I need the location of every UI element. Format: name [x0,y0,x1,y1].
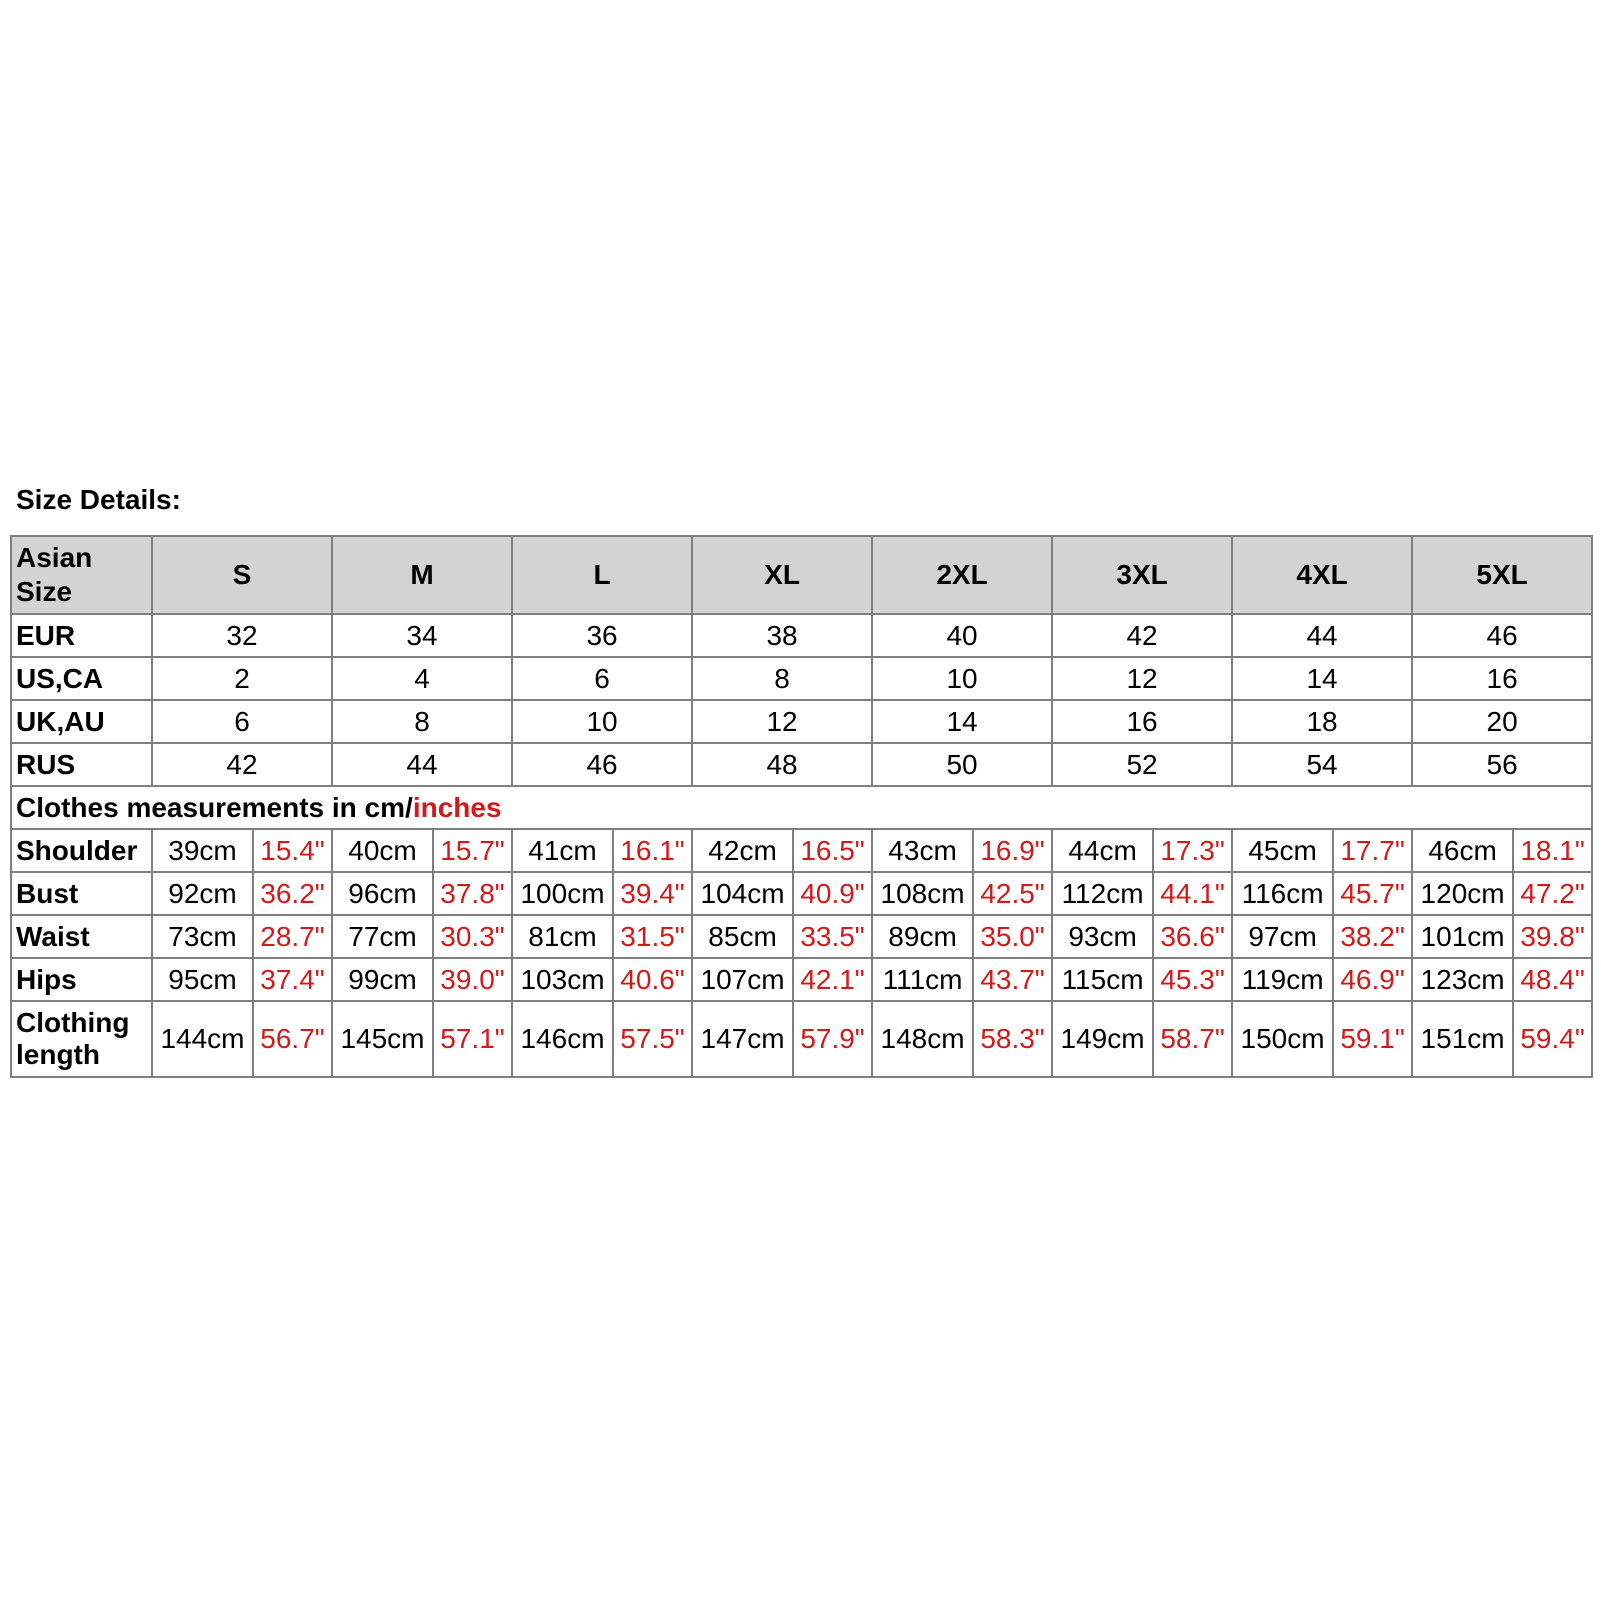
conversion-cell: 44 [1232,614,1412,657]
cm-cell: 146cm [512,1001,613,1077]
conversion-cell: 12 [1052,657,1232,700]
size-header-cell: XL [692,536,872,614]
measurement-row-hips [11,958,1592,1001]
row-label: Bust [11,872,152,915]
inch-cell: 39.0" [433,958,512,1001]
inch-cell: 35.0" [973,915,1052,958]
measurement-row-clothing-length [11,1001,1592,1077]
cm-cell: 40cm [332,829,433,872]
inch-cell: 48.4" [1513,958,1592,1001]
inch-cell: 37.4" [253,958,332,1001]
cm-cell: 42cm [692,829,793,872]
conversion-cell: 6 [152,700,332,743]
inch-cell: 57.9" [793,1001,872,1077]
cm-cell: 92cm [152,872,253,915]
size-chart-table [10,535,1593,1078]
inch-cell: 57.5" [613,1001,692,1077]
conversion-cell: 34 [332,614,512,657]
size-header-cell: L [512,536,692,614]
cm-cell: 95cm [152,958,253,1001]
cm-cell: 43cm [872,829,973,872]
cm-cell: 85cm [692,915,793,958]
conversion-cell: 50 [872,743,1052,786]
cm-cell: 44cm [1052,829,1153,872]
row-label: US,CA [11,657,152,700]
size-header-cell: 3XL [1052,536,1232,614]
cm-cell: 112cm [1052,872,1153,915]
inch-cell: 39.4" [613,872,692,915]
conversion-cell: 44 [332,743,512,786]
cm-cell: 99cm [332,958,433,1001]
cm-cell: 39cm [152,829,253,872]
conversion-cell: 18 [1232,700,1412,743]
conversion-cell: 16 [1052,700,1232,743]
inch-cell: 45.3" [1153,958,1232,1001]
inch-cell: 15.4" [253,829,332,872]
inch-cell: 42.1" [793,958,872,1001]
inch-cell: 16.9" [973,829,1052,872]
inch-cell: 16.1" [613,829,692,872]
inch-cell: 58.3" [973,1001,1052,1077]
cm-cell: 149cm [1052,1001,1153,1077]
inch-cell: 47.2" [1513,872,1592,915]
conversion-cell: 2 [152,657,332,700]
conversion-row-us-ca [11,657,1592,700]
cm-cell: 151cm [1412,1001,1513,1077]
conversion-row-rus [11,743,1592,786]
cm-cell: 107cm [692,958,793,1001]
cm-cell: 45cm [1232,829,1333,872]
cm-cell: 119cm [1232,958,1333,1001]
page-title: Size Details: [16,484,181,515]
cm-cell: 104cm [692,872,793,915]
inch-cell: 44.1" [1153,872,1232,915]
conversion-cell: 20 [1412,700,1592,743]
inch-cell: 58.7" [1153,1001,1232,1077]
cm-cell: 111cm [872,958,973,1001]
cm-cell: 120cm [1412,872,1513,915]
size-header-cell: M [332,536,512,614]
inch-cell: 42.5" [973,872,1052,915]
cm-cell: 148cm [872,1001,973,1077]
cm-cell: 77cm [332,915,433,958]
inch-cell: 59.1" [1333,1001,1412,1077]
inch-cell: 28.7" [253,915,332,958]
measurement-row-waist [11,915,1592,958]
conversion-cell: 42 [152,743,332,786]
conversion-cell: 14 [1232,657,1412,700]
inch-cell: 45.7" [1333,872,1412,915]
inch-cell: 59.4" [1513,1001,1592,1077]
cm-cell: 116cm [1232,872,1333,915]
row-label: UK,AU [11,700,152,743]
inch-cell: 18.1" [1513,829,1592,872]
conversion-cell: 36 [512,614,692,657]
conversion-cell: 10 [512,700,692,743]
conversion-row-eur [11,614,1592,657]
row-label: Shoulder [11,829,152,872]
cm-cell: 108cm [872,872,973,915]
cm-cell: 147cm [692,1001,793,1077]
inch-cell: 17.7" [1333,829,1412,872]
row-label: Waist [11,915,152,958]
inch-cell: 37.8" [433,872,512,915]
cm-cell: 145cm [332,1001,433,1077]
section-title-prefix: Clothes measurements in cm/ [16,791,413,823]
inch-cell: 40.6" [613,958,692,1001]
cm-cell: 150cm [1232,1001,1333,1077]
conversion-cell: 12 [692,700,872,743]
conversion-cell: 42 [1052,614,1232,657]
cm-cell: 81cm [512,915,613,958]
inch-cell: 36.2" [253,872,332,915]
inch-cell: 39.8" [1513,915,1592,958]
row-label: RUS [11,743,152,786]
size-header-row [11,536,1592,614]
inch-cell: 16.5" [793,829,872,872]
cm-cell: 103cm [512,958,613,1001]
cm-cell: 89cm [872,915,973,958]
row-label: Hips [11,958,152,1001]
conversion-cell: 52 [1052,743,1232,786]
cm-cell: 41cm [512,829,613,872]
inch-cell: 17.3" [1153,829,1232,872]
conversion-cell: 14 [872,700,1052,743]
conversion-cell: 46 [512,743,692,786]
cm-cell: 97cm [1232,915,1333,958]
row-label: EUR [11,614,152,657]
measurement-row-bust [11,872,1592,915]
inch-cell: 31.5" [613,915,692,958]
conversion-cell: 8 [692,657,872,700]
size-header-cell: 2XL [872,536,1052,614]
inch-cell: 38.2" [1333,915,1412,958]
section-title-highlight: inches [412,791,502,823]
inch-cell: 40.9" [793,872,872,915]
conversion-cell: 54 [1232,743,1412,786]
conversion-cell: 32 [152,614,332,657]
conversion-cell: 46 [1412,614,1592,657]
cm-cell: 101cm [1412,915,1513,958]
cm-cell: 144cm [152,1001,253,1077]
row-label: Clothing length [11,1001,152,1077]
inch-cell: 30.3" [433,915,512,958]
inch-cell: 57.1" [433,1001,512,1077]
conversion-cell: 38 [692,614,872,657]
conversion-cell: 4 [332,657,512,700]
inch-cell: 36.6" [1153,915,1232,958]
conversion-row-uk-au [11,700,1592,743]
size-header-cell: 5XL [1412,536,1592,614]
cm-cell: 100cm [512,872,613,915]
inch-cell: 46.9" [1333,958,1412,1001]
conversion-cell: 48 [692,743,872,786]
measurements-section-row [11,786,1592,829]
size-header-cell: S [152,536,332,614]
measurement-row-shoulder [11,829,1592,872]
cm-cell: 115cm [1052,958,1153,1001]
section-title [11,786,1592,829]
inch-cell: 56.7" [253,1001,332,1077]
size-header-cell: 4XL [1232,536,1412,614]
cm-cell: 123cm [1412,958,1513,1001]
cm-cell: 96cm [332,872,433,915]
cm-cell: 93cm [1052,915,1153,958]
inch-cell: 15.7" [433,829,512,872]
cm-cell: 73cm [152,915,253,958]
cm-cell: 46cm [1412,829,1513,872]
conversion-cell: 16 [1412,657,1592,700]
conversion-cell: 10 [872,657,1052,700]
conversion-cell: 40 [872,614,1052,657]
conversion-cell: 6 [512,657,692,700]
inch-cell: 43.7" [973,958,1052,1001]
corner-label: Asian Size [11,536,152,614]
inch-cell: 33.5" [793,915,872,958]
conversion-cell: 8 [332,700,512,743]
conversion-cell: 56 [1412,743,1592,786]
